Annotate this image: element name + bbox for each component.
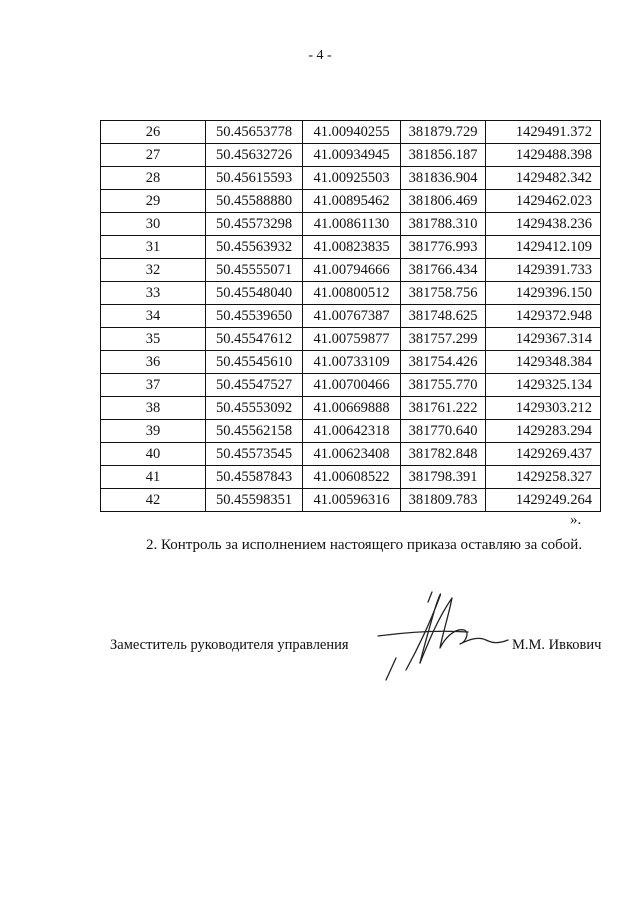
table-cell: 41 (101, 466, 206, 489)
page-number: - 4 - (308, 48, 332, 63)
table-cell: 1429367.314 (486, 328, 601, 351)
table-row (101, 121, 601, 144)
table-row (101, 282, 601, 305)
table-cell: 381879.729 (401, 121, 486, 144)
table-cell: 42 (101, 489, 206, 512)
table-row (101, 305, 601, 328)
table-cell: 41.00642318 (303, 420, 401, 443)
table-row (101, 489, 601, 512)
table-row (101, 167, 601, 190)
table-cell: 29 (101, 190, 206, 213)
table-cell: 50.45562158 (206, 420, 303, 443)
table-cell: 41.00823835 (303, 236, 401, 259)
table-cell: 50.45588880 (206, 190, 303, 213)
table-cell: 381788.310 (401, 213, 486, 236)
table-cell: 381770.640 (401, 420, 486, 443)
table-cell: 50.45587843 (206, 466, 303, 489)
table-cell: 28 (101, 167, 206, 190)
table-cell: 381757.299 (401, 328, 486, 351)
table-cell: 36 (101, 351, 206, 374)
signer-title: Заместитель руководителя управления (110, 637, 349, 653)
table-cell: 381748.625 (401, 305, 486, 328)
table-cell: 1429396.150 (486, 282, 601, 305)
table-cell: 1429348.384 (486, 351, 601, 374)
table-cell: 381809.783 (401, 489, 486, 512)
table-cell: 381856.187 (401, 144, 486, 167)
table-row (101, 328, 601, 351)
table-cell: 1429249.264 (486, 489, 601, 512)
table-cell: 41.00800512 (303, 282, 401, 305)
table-row (101, 213, 601, 236)
table-cell: 381761.222 (401, 397, 486, 420)
table-cell: 50.45547612 (206, 328, 303, 351)
table-cell: 50.45539650 (206, 305, 303, 328)
table-cell: 40 (101, 443, 206, 466)
table-row (101, 397, 601, 420)
table-cell: 41.00669888 (303, 397, 401, 420)
table-cell: 26 (101, 121, 206, 144)
table-body (101, 121, 601, 512)
table-cell: 50.45632726 (206, 144, 303, 167)
table-row (101, 351, 601, 374)
table-cell: 34 (101, 305, 206, 328)
table-cell: 41.00759877 (303, 328, 401, 351)
table-cell: 41.00623408 (303, 443, 401, 466)
table-cell: 1429412.109 (486, 236, 601, 259)
table-cell: 37 (101, 374, 206, 397)
table-cell: 39 (101, 420, 206, 443)
table-cell: 1429391.733 (486, 259, 601, 282)
table-cell: 27 (101, 144, 206, 167)
table-cell: 50.45547527 (206, 374, 303, 397)
table-cell: 41.00794666 (303, 259, 401, 282)
table-cell: 50.45548040 (206, 282, 303, 305)
table-cell: 30 (101, 213, 206, 236)
table-cell: 33 (101, 282, 206, 305)
table-cell: 50.45653778 (206, 121, 303, 144)
table-cell: 381758.756 (401, 282, 486, 305)
table-cell: 41.00925503 (303, 167, 401, 190)
table-cell: 1429269.437 (486, 443, 601, 466)
table-cell: 50.45615593 (206, 167, 303, 190)
table-cell: 41.00940255 (303, 121, 401, 144)
table-cell: 50.45555071 (206, 259, 303, 282)
table-cell: 41.00608522 (303, 466, 401, 489)
table-cell: 50.45573298 (206, 213, 303, 236)
table-cell: 381806.469 (401, 190, 486, 213)
table-cell: 1429258.327 (486, 466, 601, 489)
table-cell: 381836.904 (401, 167, 486, 190)
table-row (101, 374, 601, 397)
table-cell: 1429462.023 (486, 190, 601, 213)
table-cell: 1429325.134 (486, 374, 601, 397)
table-cell: 50.45545610 (206, 351, 303, 374)
table-cell: 50.45573545 (206, 443, 303, 466)
table-cell: 31 (101, 236, 206, 259)
table-cell: 41.00895462 (303, 190, 401, 213)
table-row (101, 236, 601, 259)
coordinates-table (100, 120, 601, 512)
table-cell: 381798.391 (401, 466, 486, 489)
table-cell: 381776.993 (401, 236, 486, 259)
table-cell: 41.00733109 (303, 351, 401, 374)
table-cell: 50.45553092 (206, 397, 303, 420)
order-paragraph: 2. Контроль за исполнением настоящего приказа оставляю за собой. (146, 537, 583, 553)
table-cell: 381755.770 (401, 374, 486, 397)
table-cell: 41.00700466 (303, 374, 401, 397)
table-row (101, 443, 601, 466)
table-row (101, 420, 601, 443)
table-cell: 50.45563932 (206, 236, 303, 259)
table-cell: 1429283.294 (486, 420, 601, 443)
table-cell: 1429488.398 (486, 144, 601, 167)
table-cell: 41.00934945 (303, 144, 401, 167)
table-cell: 41.00861130 (303, 213, 401, 236)
table-cell: 1429303.212 (486, 397, 601, 420)
table-cell: 35 (101, 328, 206, 351)
table-cell: 1429438.236 (486, 213, 601, 236)
table-cell: 1429482.342 (486, 167, 601, 190)
table-cell: 32 (101, 259, 206, 282)
table-cell: 381782.848 (401, 443, 486, 466)
table-cell: 41.00596316 (303, 489, 401, 512)
handwritten-signature (368, 588, 528, 683)
table-cell: 41.00767387 (303, 305, 401, 328)
table-row (101, 190, 601, 213)
table-cell: 1429491.372 (486, 121, 601, 144)
closing-quote: ». (570, 512, 582, 528)
table-cell: 38 (101, 397, 206, 420)
table-cell: 381754.426 (401, 351, 486, 374)
table-cell: 381766.434 (401, 259, 486, 282)
signer-name: М.М. Ивкович (512, 637, 602, 653)
table-row (101, 259, 601, 282)
table-cell: 50.45598351 (206, 489, 303, 512)
table-row (101, 466, 601, 489)
table-row (101, 144, 601, 167)
table-cell: 1429372.948 (486, 305, 601, 328)
